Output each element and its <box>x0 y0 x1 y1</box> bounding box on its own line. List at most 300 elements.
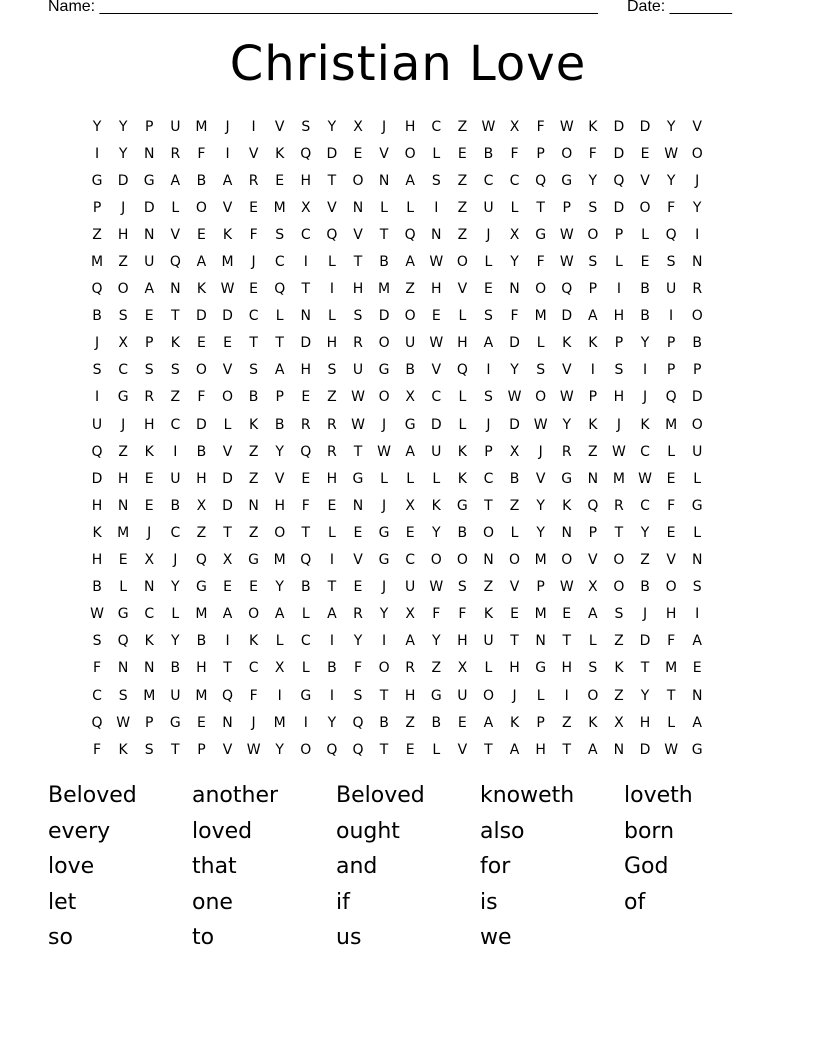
grid-letter: D <box>639 118 651 135</box>
grid-letter: I <box>303 254 308 271</box>
grid-letter: Q <box>222 687 234 704</box>
grid-letter: M <box>534 606 547 623</box>
word-bank-item: us <box>336 925 362 951</box>
grid-letter: H <box>613 389 625 406</box>
grid-letter: W <box>612 443 626 460</box>
grid-letter: T <box>171 741 180 758</box>
grid-row <box>84 547 710 574</box>
grid-row <box>84 167 710 194</box>
grid-row <box>84 248 710 275</box>
grid-letter: I <box>616 281 621 298</box>
grid-letter: Q <box>561 281 573 298</box>
grid-row <box>84 357 710 384</box>
grid-letter: K <box>196 281 207 298</box>
grid-letter: Y <box>379 606 389 623</box>
word-bank-item: one <box>192 889 233 915</box>
grid-letter: B <box>379 714 389 731</box>
grid-letter: F <box>197 389 206 406</box>
grid-letter: V <box>222 362 233 379</box>
grid-letter: X <box>405 497 415 514</box>
grid-letter: C <box>640 497 650 514</box>
grid-letter: Y <box>275 443 284 460</box>
grid-letter: B <box>640 281 650 298</box>
grid-letter: N <box>143 226 155 243</box>
puzzle-title: Christian Love <box>229 36 587 92</box>
grid-letter: I <box>669 308 674 325</box>
grid-letter: R <box>327 443 337 460</box>
grid-letter: K <box>614 660 624 677</box>
grid-letter: Z <box>118 443 128 460</box>
grid-letter: N <box>143 579 155 596</box>
grid-letter: L <box>275 308 284 325</box>
grid-letter: L <box>432 741 441 758</box>
grid-letter: P <box>145 118 154 135</box>
grid-letter: Q <box>300 552 312 569</box>
grid-letter: Q <box>300 443 312 460</box>
grid-letter: E <box>196 226 206 243</box>
grid-letter: W <box>220 281 235 298</box>
grid-letter: E <box>249 579 259 596</box>
grid-letter: N <box>352 199 364 216</box>
grid-letter: U <box>170 118 181 135</box>
grid-letter: B <box>457 524 468 541</box>
grid-letter: D <box>639 741 651 758</box>
grid-letter: O <box>691 416 703 433</box>
grid-letter: S <box>353 687 363 704</box>
grid-letter: M <box>273 199 286 216</box>
grid-row <box>84 303 710 330</box>
grid-letter: N <box>117 497 129 514</box>
grid-letter: B <box>196 443 207 460</box>
grid-letter: P <box>536 579 545 596</box>
grid-letter: C <box>170 524 181 541</box>
grid-letter: X <box>457 660 468 677</box>
grid-letter: A <box>405 633 415 650</box>
grid-letter: X <box>144 552 155 569</box>
grid-letter: X <box>405 389 415 406</box>
grid-letter: W <box>90 606 104 623</box>
grid-letter: H <box>613 308 625 325</box>
grid-letter: P <box>692 362 702 379</box>
grid-letter: T <box>640 660 650 677</box>
grid-letter: Y <box>666 118 676 135</box>
grid-letter: A <box>196 254 207 271</box>
word-bank-item: ought <box>336 818 400 844</box>
grid-letter: P <box>92 199 102 216</box>
grid-letter: G <box>378 552 390 569</box>
grid-letter: X <box>274 660 285 677</box>
grid-letter: T <box>223 660 232 677</box>
grid-letter: F <box>197 145 206 162</box>
grid-letter: O <box>195 362 207 379</box>
grid-letter: N <box>143 145 155 162</box>
grid-letter: S <box>614 362 624 379</box>
grid-letter: E <box>118 552 128 569</box>
grid-letter: G <box>143 172 155 189</box>
grid-letter: W <box>559 118 574 135</box>
grid-letter: I <box>225 633 230 650</box>
grid-letter: S <box>170 362 180 379</box>
grid-letter: U <box>352 362 364 379</box>
grid-letter: V <box>561 362 572 379</box>
grid-letter: S <box>144 741 154 758</box>
grid-letter: L <box>693 470 702 487</box>
grid-letter: P <box>536 714 545 731</box>
word-bank-item: for <box>480 854 511 880</box>
grid-letter: W <box>351 416 365 433</box>
grid-letter: H <box>274 497 285 514</box>
grid-letter: J <box>486 416 491 433</box>
grid-letter: M <box>117 524 130 541</box>
grid-letter: D <box>91 470 103 487</box>
grid-letter: N <box>378 172 390 189</box>
grid-letter: E <box>457 714 467 731</box>
grid-letter: C <box>248 660 259 677</box>
grid-letter: N <box>483 552 494 569</box>
grid-letter: H <box>326 335 338 352</box>
grid-letter: S <box>275 226 285 243</box>
grid-letter: W <box>429 579 444 596</box>
grid-letter: H <box>143 416 155 433</box>
grid-letter: L <box>327 308 336 325</box>
grid-letter: E <box>327 497 337 514</box>
grid-letter: L <box>667 443 676 460</box>
grid-letter: X <box>118 335 128 352</box>
grid-letter: H <box>431 281 442 298</box>
grid-letter: B <box>274 416 285 433</box>
grid-letter: F <box>249 687 258 704</box>
grid-letter: V <box>353 226 363 243</box>
grid-letter: R <box>248 172 259 189</box>
grid-letter: G <box>561 172 573 189</box>
grid-letter: N <box>691 254 703 271</box>
grid-letter: O <box>613 552 625 569</box>
grid-letter: O <box>509 552 521 569</box>
grid-letter: Z <box>457 199 468 216</box>
grid-letter: O <box>195 199 207 216</box>
grid-letter: G <box>352 470 364 487</box>
grid-letter: Z <box>640 552 650 569</box>
grid-letter: J <box>382 118 387 135</box>
grid-letter: C <box>248 308 259 325</box>
grid-letter: G <box>456 497 468 514</box>
grid-letter: L <box>615 254 623 271</box>
grid-letter: O <box>430 552 442 569</box>
grid-letter: D <box>143 199 155 216</box>
grid-letter: Z <box>431 660 442 677</box>
grid-letter: F <box>510 308 519 325</box>
grid-letter: H <box>300 362 312 379</box>
grid-letter: O <box>482 687 494 704</box>
grid-row <box>84 276 710 303</box>
grid-letter: Y <box>118 145 128 162</box>
name-field: Name: ________________________________________________________ <box>48 0 598 15</box>
grid-letter: R <box>327 416 337 433</box>
grid-letter: S <box>484 308 493 325</box>
grid-letter: O <box>691 308 703 325</box>
grid-letter: E <box>405 524 415 541</box>
grid-letter: P <box>484 443 493 460</box>
grid-letter: M <box>665 660 678 677</box>
grid-letter: H <box>404 687 416 704</box>
grid-letter: L <box>458 308 467 325</box>
grid-letter: Y <box>510 362 519 379</box>
grid-letter: H <box>196 470 207 487</box>
grid-letter: I <box>94 389 100 406</box>
grid-letter: R <box>170 145 181 162</box>
grid-letter: K <box>588 335 598 352</box>
grid-letter: N <box>117 660 129 677</box>
grid-letter: A <box>274 362 285 379</box>
word-bank-item: also <box>480 818 525 844</box>
grid-letter: X <box>353 118 363 135</box>
grid-letter: G <box>561 470 573 487</box>
grid-letter: P <box>536 145 545 162</box>
grid-letter: C <box>300 226 311 243</box>
grid-letter: W <box>507 389 522 406</box>
grid-letter: P <box>588 281 598 298</box>
grid-letter: C <box>431 118 442 135</box>
grid-letter: O <box>404 308 416 325</box>
grid-row <box>84 194 710 221</box>
grid-letter: R <box>614 497 624 514</box>
grid-letter: P <box>666 335 676 352</box>
grid-row <box>84 221 710 248</box>
grid-letter: S <box>666 254 676 271</box>
grid-letter: Z <box>196 524 207 541</box>
grid-letter: F <box>536 254 545 271</box>
grid-letter: I <box>486 362 491 379</box>
grid-letter: N <box>613 741 625 758</box>
grid-letter: S <box>431 172 441 189</box>
grid-letter: Q <box>665 389 677 406</box>
grid-letter: K <box>483 606 494 623</box>
grid-letter: L <box>223 416 232 433</box>
grid-letter: L <box>432 145 441 162</box>
grid-letter: R <box>144 389 155 406</box>
grid-letter: W <box>638 470 652 487</box>
grid-letter: Y <box>510 254 519 271</box>
grid-letter: U <box>170 687 181 704</box>
grid-letter: K <box>170 335 180 352</box>
grid-letter: L <box>432 470 441 487</box>
grid-letter: L <box>171 606 180 623</box>
grid-letter: T <box>327 172 337 189</box>
grid-letter: G <box>378 362 390 379</box>
grid-letter: K <box>92 524 102 541</box>
grid-letter: C <box>483 172 494 189</box>
grid-letter: V <box>666 552 676 569</box>
grid-letter: C <box>300 633 311 650</box>
grid-letter: O <box>456 552 468 569</box>
grid-letter: M <box>378 281 391 298</box>
grid-letter: E <box>249 199 259 216</box>
grid-letter: O <box>561 552 573 569</box>
grid-letter: C <box>431 389 442 406</box>
grid-letter: J <box>642 606 648 623</box>
grid-letter: U <box>483 633 494 650</box>
word-bank-item: to <box>192 925 215 951</box>
grid-letter: A <box>692 633 702 650</box>
grid-letter: Y <box>171 633 180 650</box>
grid-letter: J <box>695 172 700 189</box>
grid-letter: T <box>666 687 676 704</box>
grid-letter: E <box>640 254 650 271</box>
grid-letter: Q <box>613 172 625 189</box>
grid-letter: M <box>273 714 286 731</box>
grid-letter: E <box>666 524 676 541</box>
grid-letter: U <box>692 443 703 460</box>
grid-letter: E <box>249 281 259 298</box>
grid-letter: W <box>116 714 131 731</box>
grid-letter: T <box>171 308 180 325</box>
grid-letter: V <box>457 281 468 298</box>
grid-letter: O <box>587 687 599 704</box>
grid-letter: Q <box>535 172 547 189</box>
grid-letter: L <box>380 199 388 216</box>
grid-letter: M <box>221 254 234 271</box>
grid-letter: J <box>147 524 152 541</box>
grid-letter: B <box>692 335 702 352</box>
grid-letter: E <box>301 389 311 406</box>
grid-letter: X <box>588 579 598 596</box>
grid-letter: S <box>249 362 259 379</box>
grid-letter: I <box>695 606 700 623</box>
grid-letter: D <box>561 308 573 325</box>
grid-letter: S <box>92 633 102 650</box>
grid-letter: K <box>457 443 467 460</box>
grid-letter: J <box>121 199 126 216</box>
grid-letter: U <box>405 579 416 596</box>
grid-letter: D <box>613 199 625 216</box>
grid-letter: N <box>691 552 703 569</box>
grid-letter: B <box>483 145 494 162</box>
grid-letter: I <box>329 552 334 569</box>
grid-letter: K <box>144 443 154 460</box>
grid-letter: B <box>170 660 181 677</box>
grid-letter: B <box>300 579 311 596</box>
grid-letter: D <box>378 308 390 325</box>
grid-letter: S <box>327 362 337 379</box>
grid-letter: O <box>378 335 390 352</box>
grid-letter: T <box>379 741 389 758</box>
grid-row <box>84 465 710 492</box>
grid-letter: K <box>588 118 598 135</box>
grid-letter: Q <box>456 362 468 379</box>
grid-letter: K <box>588 714 598 731</box>
grid-letter: Y <box>562 416 572 433</box>
grid-letter: V <box>222 199 233 216</box>
grid-letter: F <box>432 606 441 623</box>
grid-letter: N <box>509 281 520 298</box>
grid-letter: R <box>300 416 311 433</box>
grid-letter: G <box>430 687 442 704</box>
grid-letter: Y <box>640 687 650 704</box>
grid-letter: D <box>326 145 338 162</box>
grid-letter: P <box>588 389 598 406</box>
grid-letter: S <box>144 362 154 379</box>
grid-letter: K <box>249 633 259 650</box>
grid-letter: H <box>535 741 546 758</box>
grid-letter: D <box>430 416 442 433</box>
grid-letter: W <box>377 443 391 460</box>
grid-letter: E <box>196 714 206 731</box>
grid-letter: B <box>170 497 181 514</box>
grid-letter: G <box>378 524 390 541</box>
grid-letter: T <box>379 687 389 704</box>
grid-letter: A <box>222 172 233 189</box>
grid-letter: Q <box>352 714 364 731</box>
grid-letter: D <box>222 470 233 487</box>
grid-letter: Q <box>91 281 103 298</box>
word-bank-item: every <box>48 818 111 844</box>
grid-letter: Y <box>536 524 545 541</box>
grid-letter: K <box>640 416 650 433</box>
grid-letter: Q <box>665 226 677 243</box>
grid-letter: T <box>353 443 363 460</box>
grid-letter: R <box>405 660 416 677</box>
grid-letter: D <box>613 118 625 135</box>
grid-letter: O <box>378 660 390 677</box>
grid-letter: X <box>301 199 311 216</box>
grid-letter: G <box>169 714 181 731</box>
grid-letter: E <box>666 470 676 487</box>
grid-letter: V <box>327 199 337 216</box>
grid-letter: G <box>195 579 207 596</box>
grid-letter: H <box>91 552 103 569</box>
grid-letter: Y <box>588 172 598 189</box>
grid-letter: Z <box>588 443 598 460</box>
grid-letter: Y <box>92 118 102 135</box>
grid-letter: V <box>588 552 598 569</box>
grid-letter: Z <box>248 524 259 541</box>
grid-letter: B <box>327 660 337 677</box>
grid-letter: N <box>143 660 155 677</box>
grid-letter: L <box>406 199 415 216</box>
grid-letter: F <box>667 497 676 514</box>
grid-letter: Y <box>431 524 441 541</box>
grid-row <box>84 736 710 763</box>
grid-letter: U <box>431 443 442 460</box>
grid-letter: J <box>382 416 387 433</box>
grid-letter: V <box>431 362 442 379</box>
grid-letter: Z <box>483 579 494 596</box>
grid-letter: I <box>225 145 230 162</box>
grid-letter: N <box>352 497 364 514</box>
grid-letter: Y <box>275 741 284 758</box>
grid-letter: C <box>274 254 285 271</box>
grid-letter: T <box>379 226 389 243</box>
grid-letter: Z <box>457 226 468 243</box>
grid-letter: H <box>91 497 103 514</box>
grid-letter: H <box>639 714 651 731</box>
grid-letter: O <box>639 199 651 216</box>
grid-letter: P <box>614 226 624 243</box>
grid-row <box>84 655 710 682</box>
grid-letter: T <box>562 633 572 650</box>
grid-letter: U <box>483 199 494 216</box>
grid-letter: X <box>509 118 520 135</box>
grid-letter: E <box>144 308 154 325</box>
grid-letter: F <box>93 660 102 677</box>
grid-letter: Z <box>614 633 624 650</box>
grid-letter: K <box>118 741 128 758</box>
grid-letter: J <box>538 443 543 460</box>
grid-letter: O <box>404 145 416 162</box>
grid-letter: N <box>431 226 442 243</box>
grid-letter: Z <box>92 226 102 243</box>
grid-letter: E <box>144 470 154 487</box>
